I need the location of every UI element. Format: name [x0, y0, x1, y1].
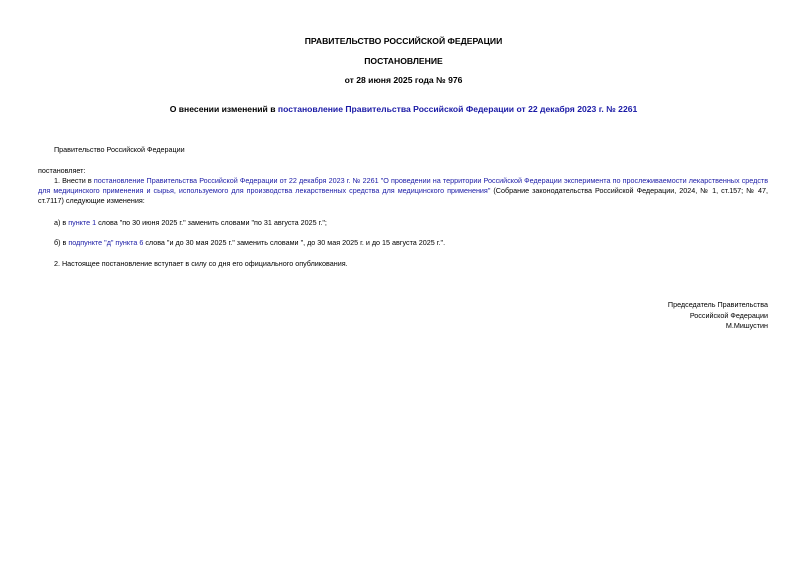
subparagraph-a [54, 218, 327, 228]
document-title [0, 104, 807, 114]
government-heading: ПРАВИТЕЛЬСТВО РОССИЙСКОЙ ФЕДЕРАЦИИ [304, 36, 503, 46]
signature-org: Российской Федерации [689, 311, 768, 320]
paragraph-1-suffix: (Собрание законодательства Российской Федерации, 2024, № 1, ст.157; № 47, ст.7117) следующие изменения: [38, 186, 768, 205]
government-name: Правительство Российской Федерации [54, 145, 185, 154]
document-type: ПОСТАНОВЛЕНИЕ [364, 56, 443, 66]
paragraph-1-decree-title-link[interactable]: "О проведении на территории Российской Федерации эксперимента по прослеживаемости лекарственных средств для медицинского применения и сырья, используемого для производства лекарственных средства для медицинского применения" [38, 176, 769, 195]
subparagraph-a-link[interactable]: пункте 1 [68, 218, 97, 227]
subparagraph-b-prefix: б) в [54, 238, 69, 247]
title-prefix: О внесении изменений в [169, 104, 278, 114]
subparagraph-b [54, 238, 445, 248]
subparagraph-b-link[interactable]: подпункте "д" пункта 6 [68, 238, 144, 247]
signature-title: Председатель Правительства [667, 300, 768, 309]
subparagraph-a-suffix: слова "по 30 июня 2025 г." заменить словами "по 31 августа 2025 г."; [96, 218, 327, 227]
subparagraph-a-prefix: а) в [54, 218, 69, 227]
subparagraph-b-suffix: слова "и до 30 мая 2025 г." заменить словами ", до 30 мая 2025 г. и до 15 августа 2025 г.". [143, 238, 446, 247]
resolves-label: постановляет: [38, 166, 86, 175]
paragraph-2: 2. Настоящее постановление вступает в силу со дня его официального опубликования. [54, 259, 348, 268]
paragraph-1-prefix: 1. Внести в [54, 176, 94, 185]
title-referenced-decree-link[interactable]: постановление Правительства Российской Федерации от 22 декабря 2023 г. № 2261 [277, 104, 638, 114]
paragraph-1 [38, 176, 768, 206]
signature-name: М.Мишустин [725, 321, 768, 330]
paragraph-1-decree-link[interactable]: постановление Правительства Российской Федерации от 22 декабря 2023 г. № 2261 [93, 176, 379, 185]
document-date-number: от 28 июня 2025 года № 976 [344, 75, 463, 85]
